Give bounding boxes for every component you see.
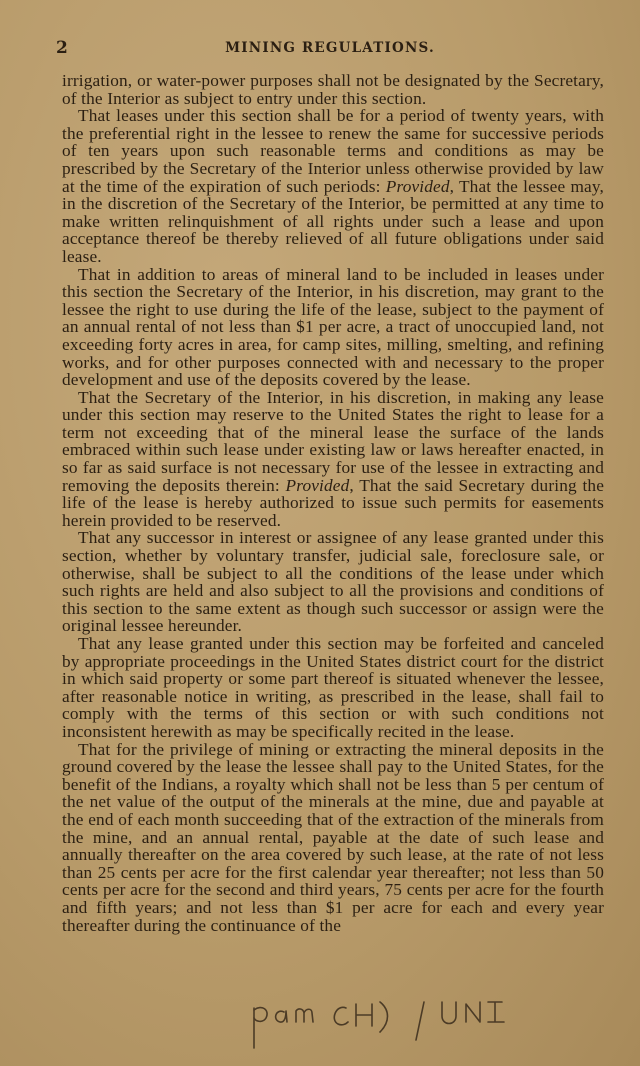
running-head: MINING REGULATIONS. [225,40,435,56]
paragraph-p6 [62,635,604,741]
paragraph-p2 [62,107,604,265]
page-header [56,38,604,58]
paragraph-p3 [62,266,604,389]
paragraph-text: That in addition to areas of mineral land to be included in leases under this section the Secretary of the Interior, in his discretion, may grant to the lessee the right to use during the life of the lease, subject to the payment of an annual rental of not less than $1 per acre, a tract of unoccupied land, not exceeding forty acres in area, for camp sites, milling, smelting, and refining works, and for other purposes connected with and necessary to the proper development and use of the deposits covered by the lease. [62,264,604,390]
proviso-italic: Provided [285,475,350,495]
paragraph-p5 [62,529,604,635]
paragraph-p7 [62,741,604,935]
paragraph-p1 [62,72,604,107]
paragraph-text: That for the privilege of mining or extracting the mineral deposits in the ground covered by the lease the lessee shall pay to the United States, for the benefit of the Indians, a royalty which shall not be less than 5 per centum of the net value of the output of the minerals at the mine, due and payable at the end of each month succeeding that of the extraction of the minerals from the mine, and an annual rental, payable at the date of such lease and annually thereafter on the area covered by such lease, at the rate of not less than 25 cents per acre for the first calendar year thereafter; not less than 50 cents per acre for the second and third years, 75 cents per acre for the fourth and fifth years; and not less than $1 per acre for each and every year thereafter during the continuance of the [62,739,604,935]
paragraph-text: That any successor in interest or assignee of any lease granted under this section, whether by voluntary transfer, judicial sale, foreclosure sale, or otherwise, shall be subject to all the conditions of the lease under which such rights are held and also subject to all the provisions and conditions of this section to the same extent as though such successor or assign were the original lessee hereunder. [62,528,604,636]
paragraph-text: That any lease granted under this section may be forfeited and canceled by appropriate proceedings in the United States district court for the district in which said property or some part thereof is situated whenever the lessee, after reasonable notice in writing, as prescribed in the lease, shall fail to comply with the terms of this section or with such conditions not inconsistent herewith as may be specifically recited in the lease. [62,634,604,741]
paragraph-text: irrigation, or water-power purposes shall not be designated by the Secretary, of the Interior as subject to entry under this section. [62,71,604,108]
handwritten-annotation-drawing [240,996,540,1056]
body-text [62,72,604,934]
proviso-italic: Provided [385,176,450,196]
paragraph-text: That leases under this section shall be for a period of twenty years, with the preferential right in the lessee to renew the same for successive periods of ten years upon such reasonable terms and conditions as may be prescribed by the Secretary of the Interior unless otherwise provided by law at the time of the expiration of such periods: [62,106,604,196]
paragraph-text: , That the lessee may, in the discretion of the Secretary of the Interior, be permitted at any time to make written relinquishment of all rights under such a lease and upon acceptance thereof be thereby relieved of all future obligations under said lease. [62,176,604,266]
page-number: 2 [56,38,69,58]
handwritten-annotation [240,996,540,1056]
paragraph-text: That the Secretary of the Interior, in his discretion, in making any lease under this section may reserve to the United States the right to lease for a term not exceeding that of the mineral lease the surface of the lands embraced within such lease under existing law or laws hereafter enacted, in so far as said surface is not necessary for use of the lessee in extracting and removing the deposits therein: [62,387,604,495]
paragraph-p4 [62,389,604,530]
paragraph-text: , That the said Secretary during the life of the lease is hereby authorized to issue such permits for easements herein provided to be reserved. [62,475,605,530]
